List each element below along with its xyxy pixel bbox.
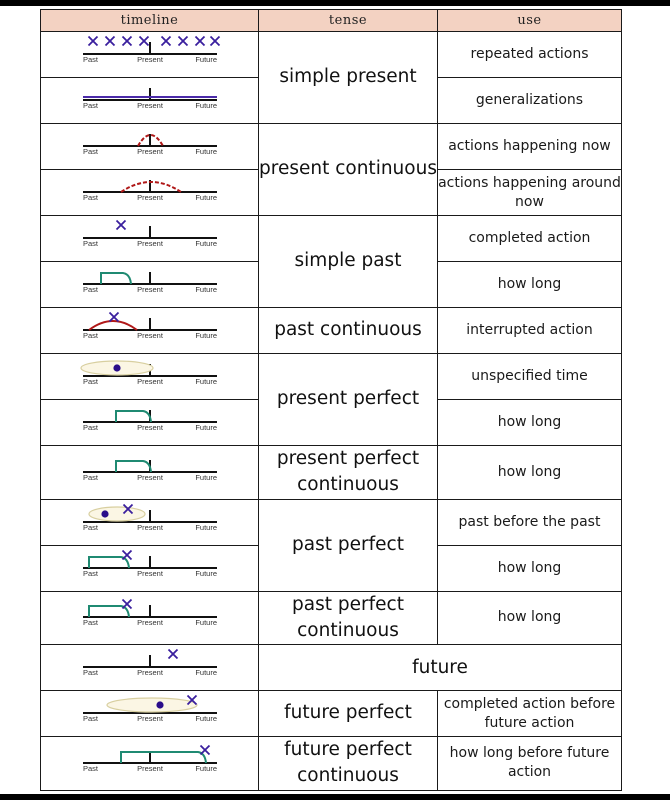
- timeline-label-present: Present: [137, 193, 163, 202]
- timeline-label-present: Present: [137, 377, 163, 386]
- timeline-label-past: Past: [83, 193, 99, 202]
- duration-line: [116, 411, 151, 422]
- x-mark: [106, 37, 115, 46]
- timeline-label-future: Future: [195, 101, 217, 110]
- timeline-label-present: Present: [137, 522, 163, 532]
- timeline-cell: [41, 499, 259, 545]
- tense-name: future: [259, 645, 622, 691]
- table-row: [41, 691, 622, 737]
- table-row: [41, 499, 622, 545]
- timeline-cell: [41, 591, 259, 645]
- table-row: [41, 354, 622, 400]
- tense-timeline-table: [40, 9, 622, 791]
- timeline-label-future: Future: [195, 423, 217, 432]
- tense-name: future perfect continuous: [259, 737, 438, 791]
- timeline-label-past: Past: [83, 331, 99, 340]
- timeline-label-past: Past: [83, 377, 99, 386]
- timeline-diagram: [41, 216, 259, 261]
- timeline-label-past: Past: [83, 472, 99, 482]
- tense-name: future perfect: [259, 691, 438, 737]
- table-row: [41, 216, 622, 262]
- use-description: completed action: [438, 216, 622, 262]
- timeline-label-past: Past: [83, 714, 99, 724]
- timeline-diagram: [41, 400, 259, 445]
- timeline-cell: [41, 216, 259, 262]
- timeline-label-present: Present: [137, 714, 163, 724]
- timeline-label-future: Future: [195, 472, 217, 482]
- x-mark: [117, 221, 126, 230]
- x-mark: [140, 37, 149, 46]
- x-mark: [123, 37, 132, 46]
- duration-line: [101, 273, 131, 284]
- timeline-label-future: Future: [195, 377, 217, 386]
- table-row: [41, 124, 622, 170]
- use-description: unspecified time: [438, 354, 622, 400]
- timeline-label-past: Past: [83, 285, 99, 294]
- x-mark: [123, 550, 132, 559]
- timeline-cell: [41, 446, 259, 500]
- header-use: use: [438, 10, 622, 32]
- header-timeline: timeline: [41, 10, 259, 32]
- timeline-diagram: [41, 32, 259, 77]
- action-arc: [89, 321, 137, 330]
- timeline-label-present: Present: [137, 239, 163, 248]
- x-mark: [179, 37, 188, 46]
- timeline-label-past: Past: [83, 55, 99, 64]
- timeline-diagram: [41, 354, 259, 399]
- timeline-diagram: [41, 262, 259, 307]
- timeline-diagram: [41, 450, 259, 495]
- tense-name: past perfect: [259, 499, 438, 591]
- timeline-label-present: Present: [137, 55, 163, 64]
- timeline-label-future: Future: [195, 763, 217, 773]
- use-description: past before the past: [438, 499, 622, 545]
- x-mark: [211, 37, 220, 46]
- bottom-border-bar: [0, 794, 670, 800]
- x-mark: [196, 37, 205, 46]
- timeline-label-future: Future: [195, 568, 217, 578]
- tense-name: past perfect continuous: [259, 591, 438, 645]
- x-mark: [162, 37, 171, 46]
- timeline-label-past: Past: [83, 568, 99, 578]
- use-description: repeated actions: [438, 32, 622, 78]
- timeline-label-future: Future: [195, 522, 217, 532]
- tense-name: present perfect continuous: [259, 446, 438, 500]
- timeline-cell: [41, 400, 259, 446]
- use-description: interrupted action: [438, 308, 622, 354]
- event-dot: [101, 510, 108, 517]
- timeline-diagram: [41, 170, 259, 215]
- timeline-label-present: Present: [137, 147, 163, 156]
- table-row: [41, 308, 622, 354]
- timeline-diagram: [41, 691, 259, 736]
- use-description: generalizations: [438, 78, 622, 124]
- timeline-cell: [41, 737, 259, 791]
- timeline-diagram: [41, 500, 259, 545]
- timeline-diagram: [41, 595, 259, 640]
- use-description: how long before future action: [438, 737, 622, 791]
- time-span: [89, 507, 145, 521]
- timeline-label-past: Past: [83, 101, 99, 110]
- timeline-cell: [41, 645, 259, 691]
- timeline-label-future: Future: [195, 55, 217, 64]
- x-mark: [123, 600, 132, 609]
- timeline-label-present: Present: [137, 331, 163, 340]
- timeline-label-future: Future: [195, 618, 217, 628]
- timeline-cell: [41, 691, 259, 737]
- timeline-diagram: [41, 645, 259, 690]
- table-row: [41, 32, 622, 78]
- timeline-diagram: [41, 546, 259, 591]
- timeline-label-past: Past: [83, 763, 99, 773]
- table-row: [41, 645, 622, 691]
- use-description: how long: [438, 262, 622, 308]
- event-dot: [156, 701, 163, 708]
- timeline-cell: [41, 78, 259, 124]
- timeline-cell: [41, 308, 259, 354]
- timeline-cell: [41, 32, 259, 78]
- table-row: [41, 591, 622, 645]
- timeline-label-present: Present: [137, 101, 163, 110]
- timeline-cell: [41, 354, 259, 400]
- timeline-label-present: Present: [137, 618, 163, 628]
- event-dot: [113, 364, 120, 371]
- timeline-label-present: Present: [137, 423, 163, 432]
- use-description: how long: [438, 400, 622, 446]
- use-description: actions happening around now: [438, 170, 622, 216]
- timeline-label-present: Present: [137, 568, 163, 578]
- tense-name: simple present: [259, 32, 438, 124]
- timeline-cell: [41, 262, 259, 308]
- time-span: [107, 698, 197, 712]
- tense-name: simple past: [259, 216, 438, 308]
- timeline-diagram: [41, 741, 259, 786]
- use-description: how long: [438, 446, 622, 500]
- timeline-label-past: Past: [83, 618, 99, 628]
- timeline-cell: [41, 545, 259, 591]
- duration-line: [116, 461, 151, 472]
- timeline-label-past: Past: [83, 522, 99, 532]
- timeline-label-present: Present: [137, 668, 163, 678]
- x-mark: [201, 745, 210, 754]
- timeline-label-future: Future: [195, 193, 217, 202]
- tense-name: present perfect: [259, 354, 438, 446]
- x-mark: [169, 650, 178, 659]
- timeline-label-future: Future: [195, 239, 217, 248]
- timeline-diagram: [41, 124, 259, 169]
- timeline-cell: [41, 170, 259, 216]
- timeline-label-present: Present: [137, 285, 163, 294]
- table-row: [41, 737, 622, 791]
- timeline-label-past: Past: [83, 668, 99, 678]
- timeline-label-future: Future: [195, 331, 217, 340]
- timeline-label-past: Past: [83, 147, 99, 156]
- timeline-label-present: Present: [137, 763, 163, 773]
- timeline-cell: [41, 124, 259, 170]
- x-mark: [89, 37, 98, 46]
- tense-name: present continuous: [259, 124, 438, 216]
- header-row: [41, 10, 622, 32]
- timeline-diagram: [41, 308, 259, 353]
- tense-name: past continuous: [259, 308, 438, 354]
- timeline-label-past: Past: [83, 239, 99, 248]
- timeline-label-future: Future: [195, 714, 217, 724]
- timeline-diagram: [41, 78, 259, 123]
- timeline-label-past: Past: [83, 423, 99, 432]
- use-description: actions happening now: [438, 124, 622, 170]
- timeline-label-future: Future: [195, 285, 217, 294]
- header-tense: tense: [259, 10, 438, 32]
- table-row: [41, 446, 622, 500]
- timeline-label-present: Present: [137, 472, 163, 482]
- duration-line: [121, 752, 206, 763]
- top-border-bar: [0, 0, 670, 6]
- use-description: how long: [438, 591, 622, 645]
- use-description: completed action before future action: [438, 691, 622, 737]
- timeline-label-future: Future: [195, 668, 217, 678]
- use-description: how long: [438, 545, 622, 591]
- timeline-label-future: Future: [195, 147, 217, 156]
